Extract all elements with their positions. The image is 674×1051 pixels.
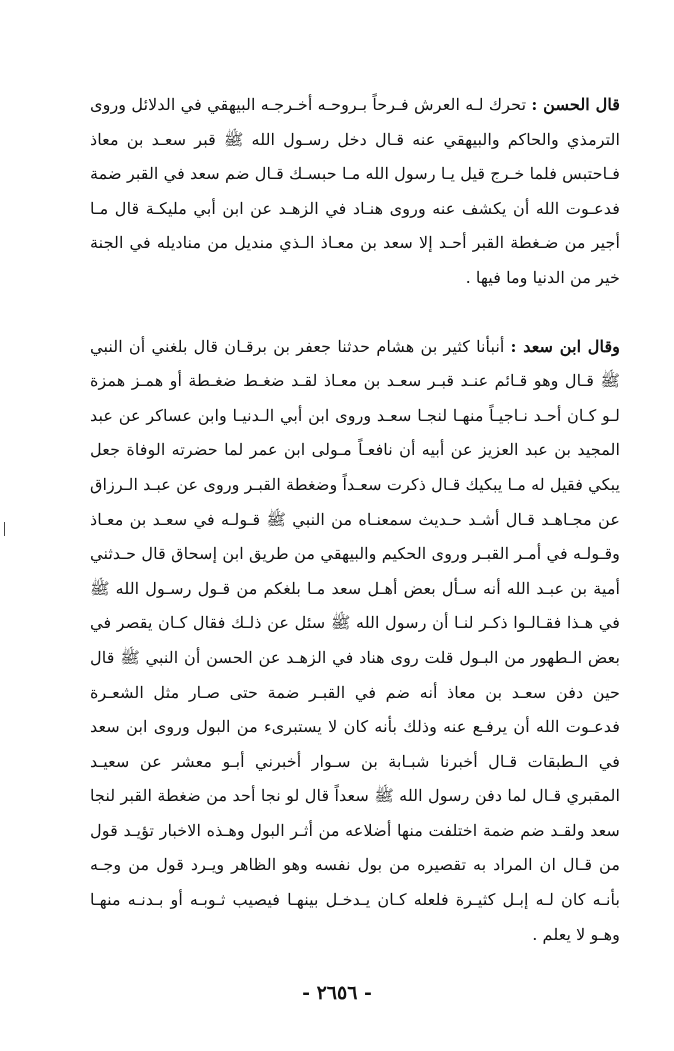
paragraph-ibn-saad	[90, 330, 620, 953]
paragraph-text: تحرك لـه العرش فـرحاً بـروحـه أخـرجـه البيهقي في الدلائل وروى الترمذي والحاكم والبيهقي عنه قـال دخل رسـول الله ﷺ قبر سعـد بن معاذ فـاحتبس فلما خـرج قيل يـا رسول الله مـا حبسـك قـال ضم سعد في القبر ضمة فدعـوت الله أن يكشف عنه وروى هنـاد في الزهـد عن ابن أبي مليكـة قال مـا أجير من ضـغطة القبر أحـد إلا سعد بن معـاذ الـذي منديل من مناديله في الجنة خير من الدنيا وما فيها .	[90, 95, 620, 287]
page-number: - ٢٦٥٦ -	[302, 982, 372, 1004]
margin-mark	[4, 522, 5, 536]
paragraph-text: أنبأنا كثير بن هشام حدثنا جعفر بن برقـان قال بلغني أن النبي ﷺ قـال وهو قـائم عنـد قبـر سعـد بن معـاذ لقـد ضغـط ضغـطة أو همـز همزة لـو كـان أحـد نـاجيـاً منهـا لنجـا سعـد وروى ابن أبي الـدنيـا وابن عساكر عن عبد المجيد بن عبد العزيز عن أبيه أن نافعـاً مـولى ابن عمر لما حضرته الوفاة جعل يبكي فقيل له مـا يبكيك قـال ذكرت سعـداً وضغطة القبـر وروى عن عبـد الـرزاق عن مجـاهـد قـال أشـد حـديث سمعنـاه من النبي ﷺ قـولـه في سعـد بن معـاذ وقـولـه في أمـر القبـر وروى الحكيم والبيهقي من طريق ابن إسحاق قال حـدثني أمية بن عبـد الله أنه سـأل بعض أهـل سعد مـا بلغكم من قـول رسـول الله ﷺ في هـذا فقـالـوا ذكـر لنـا أن رسول الله ﷺ سئل عن ذلـك فقال كـان يقصر في بعض الـطهور من البـول قلت روى هناد في الزهـد عن الحسن أن النبي ﷺ قال حين دفن سعـد بن معاذ أنه ضم في القبـر ضمة حتى صـار مثل الشعـرة فدعـوت الله أن يرفـع عنه وذلك بأنه كان لا يستبرىء من البول وروى ابن سعد في الـطبقات قـال أخبرنا شبـابة بن سـوار أخبرني أبـو معشر عن سعيـد المقبري قـال لما دفن رسول الله ﷺ سعداً قال لو نجا أحد من ضغطة القبر لنجا سعد ولقـد ضم ضمة اختلفت منها أضلاعه من أثـر البول وهـذه الاخبار تؤيـد قول من قـال ان المراد به تقصيره من بول نفسه وهو الظاهر ويـرد قول من وجـه بأنـه كان لـه إبـل كثيـرة فلعله كـان يـدخـل بينهـا فيصيب ثـوبـه أو بـدنـه منهـا وهـو لا يعلم .	[90, 336, 620, 944]
paragraph-lead: وقال ابن سعد :	[510, 336, 620, 356]
document-body	[90, 88, 620, 952]
paragraph-hasan	[90, 88, 620, 296]
paragraph-lead: قال الحسن :	[531, 95, 620, 114]
